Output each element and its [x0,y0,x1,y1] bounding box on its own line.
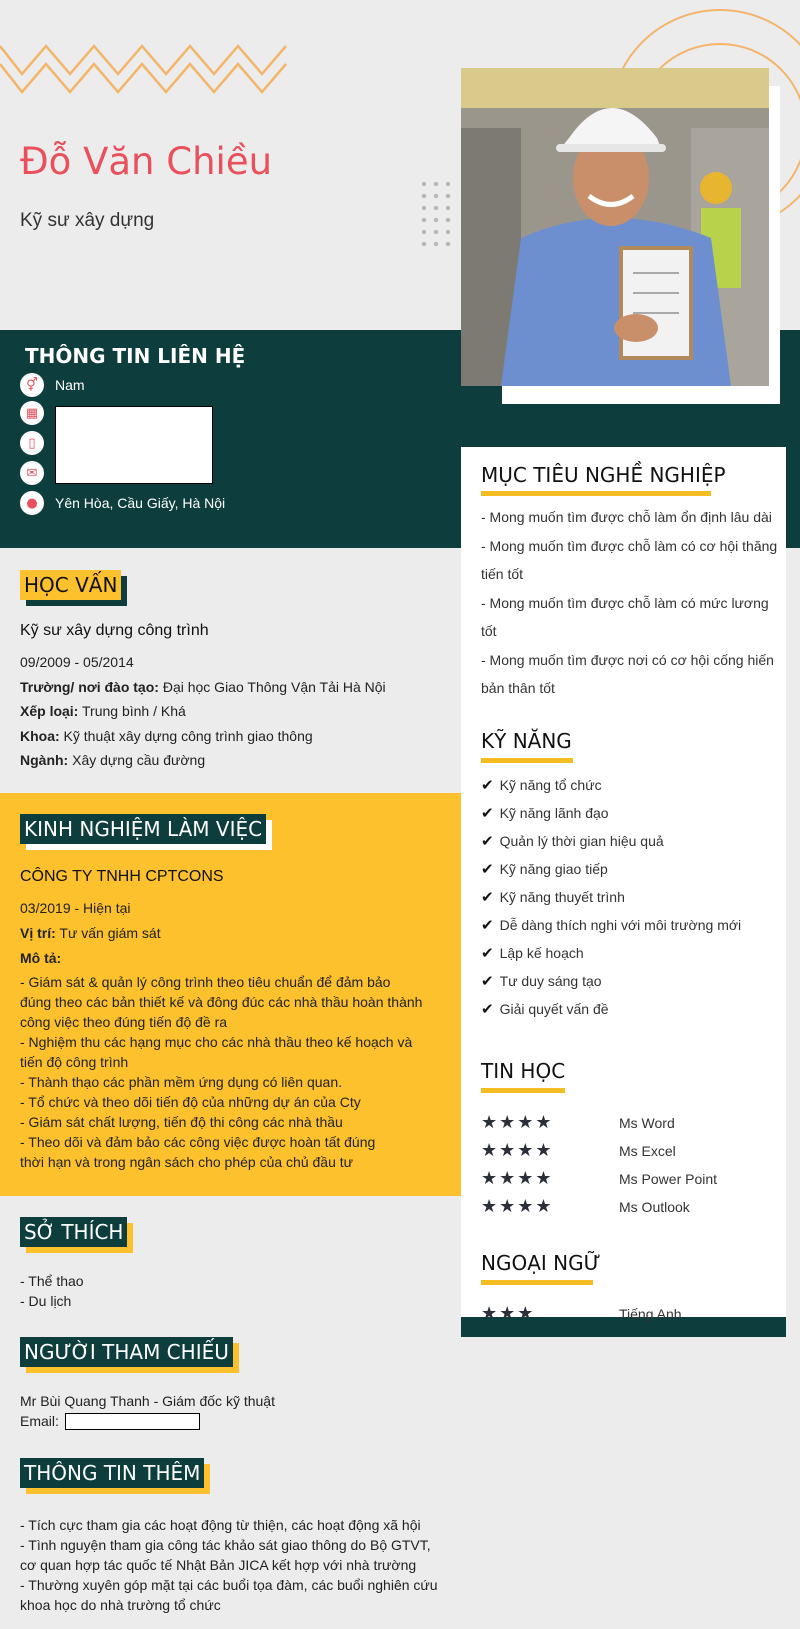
contact-gender [20,372,85,398]
contact-email [20,460,55,486]
hobbies-label: SỞ THÍCH [20,1217,127,1247]
rating-stars: ★★★★ [481,1168,554,1189]
skill-item: ✔ Kỹ năng thuyết trình [481,888,625,906]
hobby-item: - Thể thao [20,1273,84,1289]
extra-line: khoa học do nhà trường tổ chức [20,1597,221,1613]
phone-icon: ▯ [20,431,44,455]
skills-title: KỸ NĂNG [481,729,572,753]
contact-title: THÔNG TIN LIÊN HỆ [25,344,246,368]
extra-label: THÔNG TIN THÊM [20,1458,204,1488]
reference-person: Mr Bùi Quang Thanh - Giám đốc kỹ thuật [20,1393,275,1409]
skill-item: ✔ Kỹ năng lãnh đạo [481,804,609,822]
location-icon: ● [20,491,44,515]
check-icon: ✔ [481,804,494,822]
candidate-name: Đỗ Văn Chiều [20,140,273,183]
objective-line: bản thân tốt [481,680,555,696]
address-value: Yên Hòa, Cầu Giấy, Hà Nội [55,495,226,511]
desc-line: công việc theo đúng tiến độ đề ra [20,1014,228,1030]
skill-item: ✔ Dễ dàng thích nghi với môi trường mới [481,916,742,934]
education-major: Ngành: Xây dựng cầu đường [20,752,206,768]
skills-underline [481,758,573,763]
skill-item: ✔ Kỹ năng giao tiếp [481,860,608,878]
objective-line: - Mong muốn tìm được chỗ làm có cơ hội thăng [481,537,778,554]
contact-birthday [20,400,55,426]
candidate-role: Kỹ sư xây dựng [20,210,155,231]
it-item: Ms Outlook [619,1199,690,1215]
check-icon: ✔ [481,860,494,878]
check-icon: ✔ [481,944,494,962]
objective-line: - Mong muốn tìm được chỗ làm ổn định lâu dài [481,509,772,525]
languages-underline [481,1280,593,1285]
education-degree: Kỹ sư xây dựng công trình [20,622,209,639]
skill-item: ✔ Quản lý thời gian hiệu quả [481,832,664,850]
rating-stars: ★★★★ [481,1196,554,1217]
languages-title: NGOẠI NGỮ [481,1251,601,1275]
experience-position: Vị trí: Tư vấn giám sát [20,925,161,941]
reference-email-label: Email: [20,1413,59,1429]
gender-icon: ⚥ [20,373,44,397]
experience-period: 03/2019 - Hiện tại [20,900,131,916]
experience-desc-label: Mô tả: [20,950,62,966]
language-item: Tiếng Anh [619,1306,682,1322]
gender-value: Nam [55,377,85,393]
objective-underline [481,491,711,496]
education-rank: Xếp loại: Trung bình / Khá [20,703,186,719]
desc-line: - Theo dõi và đảm bảo các công việc được hoàn tất đúng [20,1134,376,1150]
zigzag-decoration [0,28,300,98]
redacted-email [65,1413,200,1430]
extra-line: - Tình nguyện tham gia công tác khảo sát giao thông do Bộ GTVT, [20,1537,431,1553]
profile-photo [461,68,769,386]
skill-item: ✔ Kỹ năng tổ chức [481,776,602,794]
desc-line: - Tổ chức và theo dõi tiến độ của những dự án của Cty [20,1094,361,1110]
extra-line: - Tích cực tham gia các hoạt động từ thiện, các hoạt động xã hội [20,1517,421,1533]
desc-line: - Giám sát & quản lý công trình theo tiêu chuẩn để đảm bảo [20,974,391,990]
check-icon: ✔ [481,972,494,990]
desc-line: - Giám sát chất lượng, tiến độ thi công các nhà thầu [20,1114,343,1130]
right-panel [461,447,786,1337]
hobbies-list [20,1271,84,1311]
skill-item: ✔ Tư duy sáng tạo [481,972,602,990]
dot-pattern [418,178,458,248]
check-icon: ✔ [481,832,494,850]
check-icon: ✔ [481,776,494,794]
calendar-icon: ▦ [20,401,44,425]
reference-label: NGƯỜI THAM CHIẾU [20,1337,233,1367]
skill-item: ✔ Giải quyết vấn đề [481,1000,609,1018]
it-item: Ms Power Point [619,1171,718,1187]
desc-line: thời hạn và trong ngân sách cho phép của chủ đầu tư [20,1154,354,1170]
education-label: HỌC VẤN [20,570,121,600]
rating-stars: ★★★ [481,1303,536,1324]
contact-address [20,490,225,516]
extra-info [20,1515,450,1615]
it-item: Ms Word [619,1115,675,1131]
contact-phone [20,430,55,456]
it-underline [481,1088,565,1093]
desc-line: tiến độ công trình [20,1054,129,1070]
education-school: Trường/ nơi đào tạo: Đại học Giao Thông Vận Tải Hà Nội [20,679,386,695]
redacted-contact [55,406,213,484]
it-item: Ms Excel [619,1143,676,1159]
rating-stars: ★★★★ [481,1112,554,1133]
extra-line: - Thường xuyên góp mặt tại các buổi tọa đàm, các buổi nghiên cứu [20,1577,438,1593]
objective-line: tiến tốt [481,566,524,582]
desc-line: - Nghiệm thu các hạng mục cho các nhà thầu theo kế hoạch và [20,1034,413,1050]
objective-text [481,503,781,703]
hobby-item: - Du lịch [20,1293,72,1309]
skill-item: ✔ Lập kế hoạch [481,944,584,962]
objective-line: - Mong muốn tìm được nơi có cơ hội cống hiến [481,651,774,668]
experience-label: KINH NGHIỆM LÀM VIỆC [20,814,266,844]
desc-line: - Thành thạo các phần mềm ứng dụng có liên quan. [20,1074,342,1090]
experience-company: CÔNG TY TNHH CPTCONS [20,868,224,885]
check-icon: ✔ [481,916,494,934]
extra-line: cơ quan hợp tác quốc tế Nhật Bản JICA kết hợp với nhà trường [20,1557,417,1573]
education-faculty: Khoa: Kỹ thuật xây dựng công trình giao thông [20,728,313,744]
check-icon: ✔ [481,888,494,906]
objective-line: - Mong muốn tìm được chỗ làm có mức lương [481,594,769,611]
objective-title: MỤC TIÊU NGHỀ NGHIỆP [481,463,726,487]
experience-description [20,972,440,1172]
desc-line: đúng theo các bản thiết kế và đông đúc các nhà thầu hoàn thành [20,994,423,1010]
rating-stars: ★★★★ [481,1140,554,1161]
it-title: TIN HỌC [481,1059,566,1083]
check-icon: ✔ [481,1000,494,1018]
education-period: 09/2009 - 05/2014 [20,654,134,670]
objective-line: tốt [481,623,497,639]
email-icon: ✉ [20,461,44,485]
